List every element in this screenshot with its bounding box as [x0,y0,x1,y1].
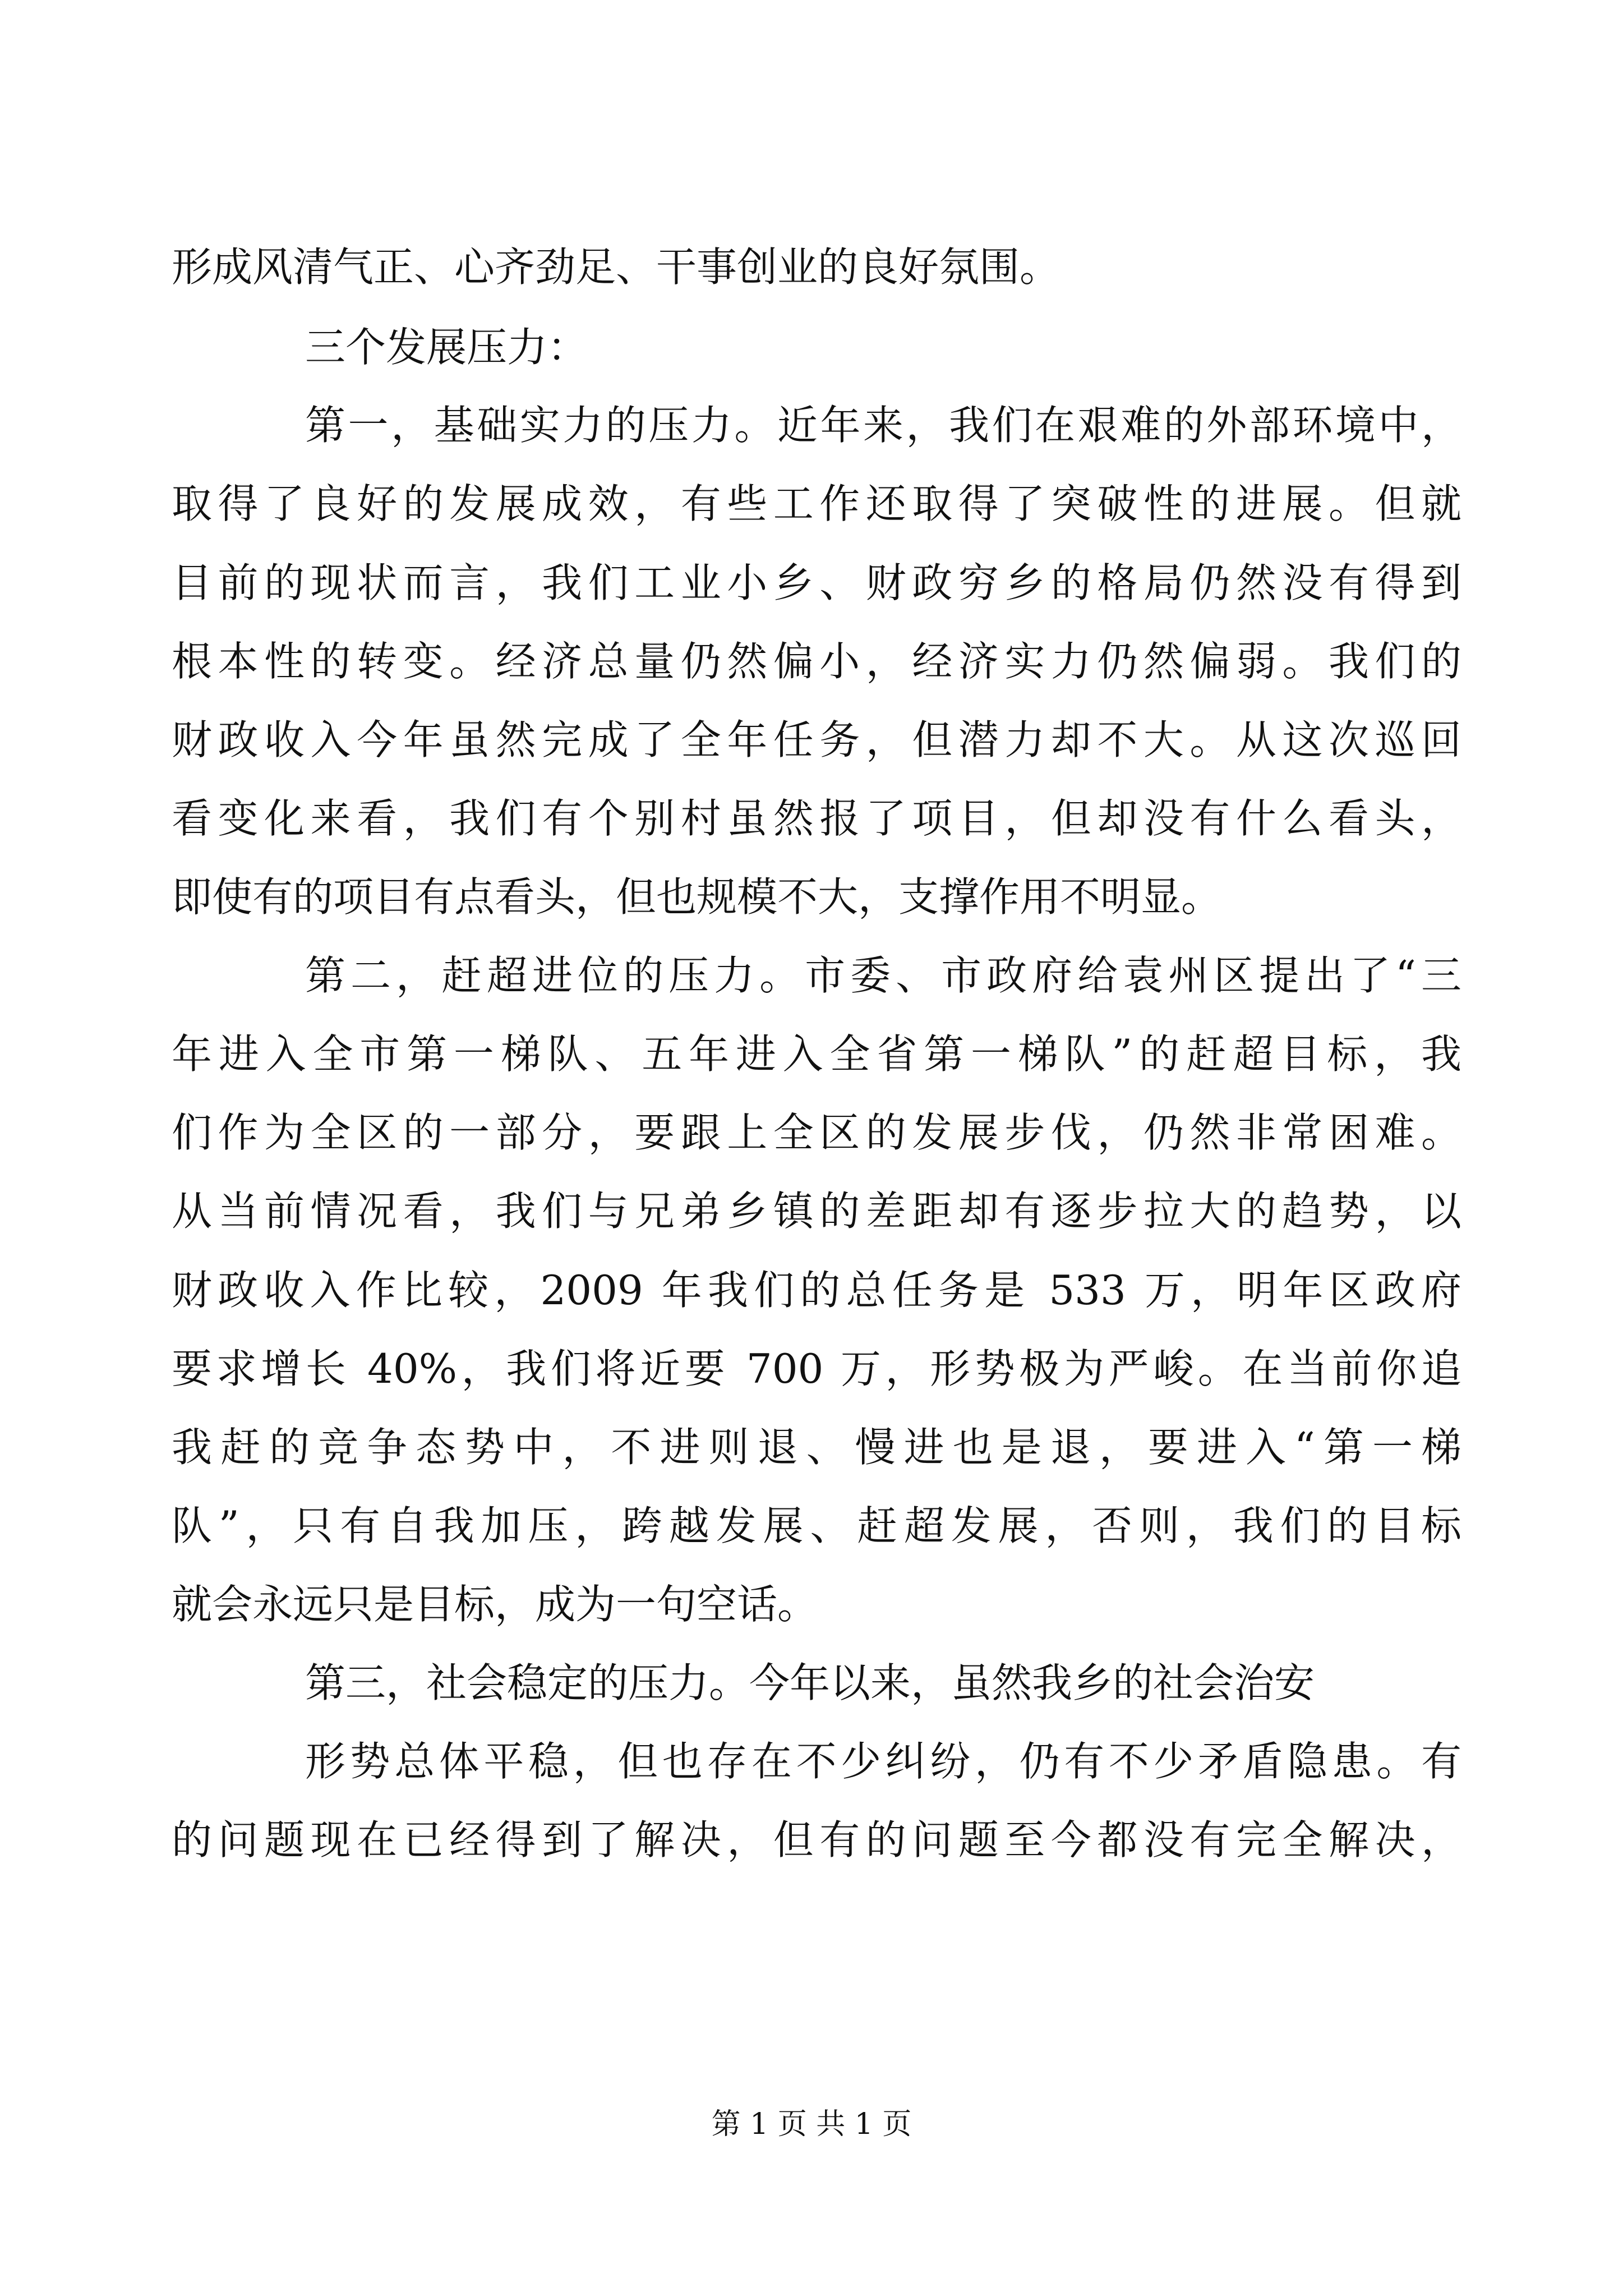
text-line-13: 从当前情况看，我们与兄弟乡镇的差距却有逐步拉大的趋势，以 [172,1188,1461,1235]
text-line-7: 财政收入今年虽然完成了全年任务，但潜力却不大。从这次巡回 [172,716,1461,763]
page-footer: 第 1 页 共 1 页 [711,2108,912,2141]
text-line-10: 第二，赶超进位的压力。市委、市政府给袁州区提出了“三 [305,952,1461,999]
text-line-5: 目前的现状而言，我们工业小乡、财政穷乡的格局仍然没有得到 [172,559,1461,606]
text-line-12: 们作为全区的一部分，要跟上全区的发展步伐，仍然非常困难。 [172,1109,1461,1156]
section-heading: 三个发展压力： [305,324,588,371]
text-line-6: 根本性的转变。经济总量仍然偏小，经济实力仍然偏弱。我们的 [172,638,1461,685]
text-line-8: 看变化来看，我们有个别村虽然报了项目，但却没有什么看头， [172,795,1461,842]
text-line-3: 第一，基础实力的压力。近年来，我们在艰难的外部环境中， [305,402,1461,449]
text-line-21: 的问题现在已经得到了解决，但有的问题至今都没有完全解决， [172,1816,1461,1864]
text-line-9: 即使有的项目有点看头，但也规模不大，支撑作用不明显。 [172,873,1222,921]
text-line-15: 要求增长 40%，我们将近要 700 万，形势极为严峻。在当前你追 [172,1345,1461,1392]
text-line-19: 第三，社会稳定的压力。今年以来，虽然我乡的社会治安 [305,1659,1315,1706]
text-line-20: 形势总体平稳，但也存在不少纠纷，仍有不少矛盾隐患。有 [305,1738,1461,1785]
text-line-17: 队”，只有自我加压，跨越发展、赶超发展，否则，我们的目标 [172,1502,1461,1549]
text-line-14: 财政收入作比较，2009 年我们的总任务是 533 万，明年区政府 [172,1267,1461,1314]
text-line-11: 年进入全市第一梯队、五年进入全省第一梯队”的赶超目标，我 [172,1030,1461,1078]
text-line-4: 取得了良好的发展成效，有些工作还取得了突破性的进展。但就 [172,480,1461,527]
text-line-16: 我赶的竞争态势中，不进则退、慢进也是退，要进入“第一梯 [172,1424,1461,1471]
text-line-1: 形成风清气正、心齐劲足、干事创业的良好氛围。 [172,243,1061,291]
text-line-18: 就会永远只是目标，成为一句空话。 [172,1581,818,1628]
